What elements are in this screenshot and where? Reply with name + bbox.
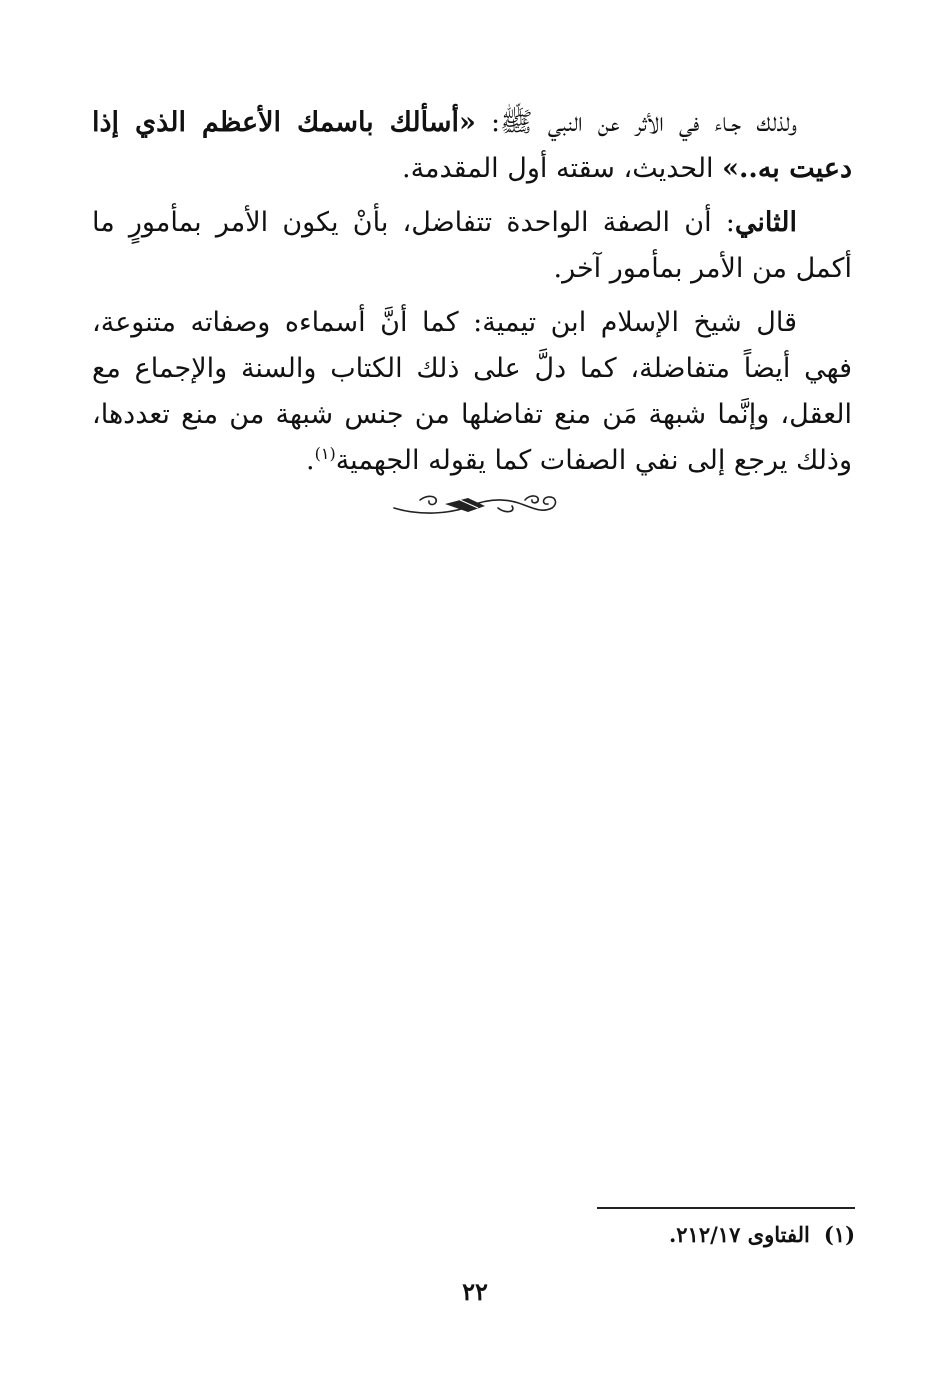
paragraph-1-text-a: ولذلك جـاء في الأثر عن النبي ﷺ: <box>475 107 797 138</box>
paragraph-3-text-b: . <box>306 445 315 476</box>
paragraph-3 <box>92 300 852 484</box>
footnote <box>355 1218 855 1252</box>
hadith-quote: «أسألك باسمك الأعظم الذي إذا دعيت به..» <box>92 107 852 184</box>
footnote-divider <box>597 1207 855 1209</box>
footnote-text: الفتاوى ٢١٢/١٧. <box>668 1222 810 1247</box>
paragraph-2 <box>92 200 852 292</box>
paragraph-1 <box>92 100 852 192</box>
footnote-number: (١) <box>823 1222 855 1247</box>
page-number: ٢٢ <box>462 1277 488 1306</box>
paragraph-2-lead: الثاني <box>734 207 797 238</box>
decorative-flourish-icon <box>390 488 560 524</box>
paragraph-3-text-a: قال شيخ الإسلام ابن تيمية: كما أنَّ أسماءه وصفاته متنوعة، فهي أيضاً متفاضلة، كما دلَّ على ذلك الكتاب والسنة والإجماع مع العقل، وإنَّما شبهة مَن منع تفاضلها من جنس شبهة من منع تعددها، وذلك يرجع إلى نفي الصفات كما يقوله الجهمية <box>92 307 852 476</box>
footnote-reference[interactable]: (١) <box>314 444 336 463</box>
main-text <box>92 100 852 492</box>
paragraph-1-text-b: الحديث، سقته أول المقدمة. <box>401 153 723 184</box>
paragraph-2-text: : أن الصفة الواحدة تتفاضل، بأنْ يكون الأمر بمأمورٍ ما أكمل من الأمر بمأمور آخر. <box>92 207 852 284</box>
